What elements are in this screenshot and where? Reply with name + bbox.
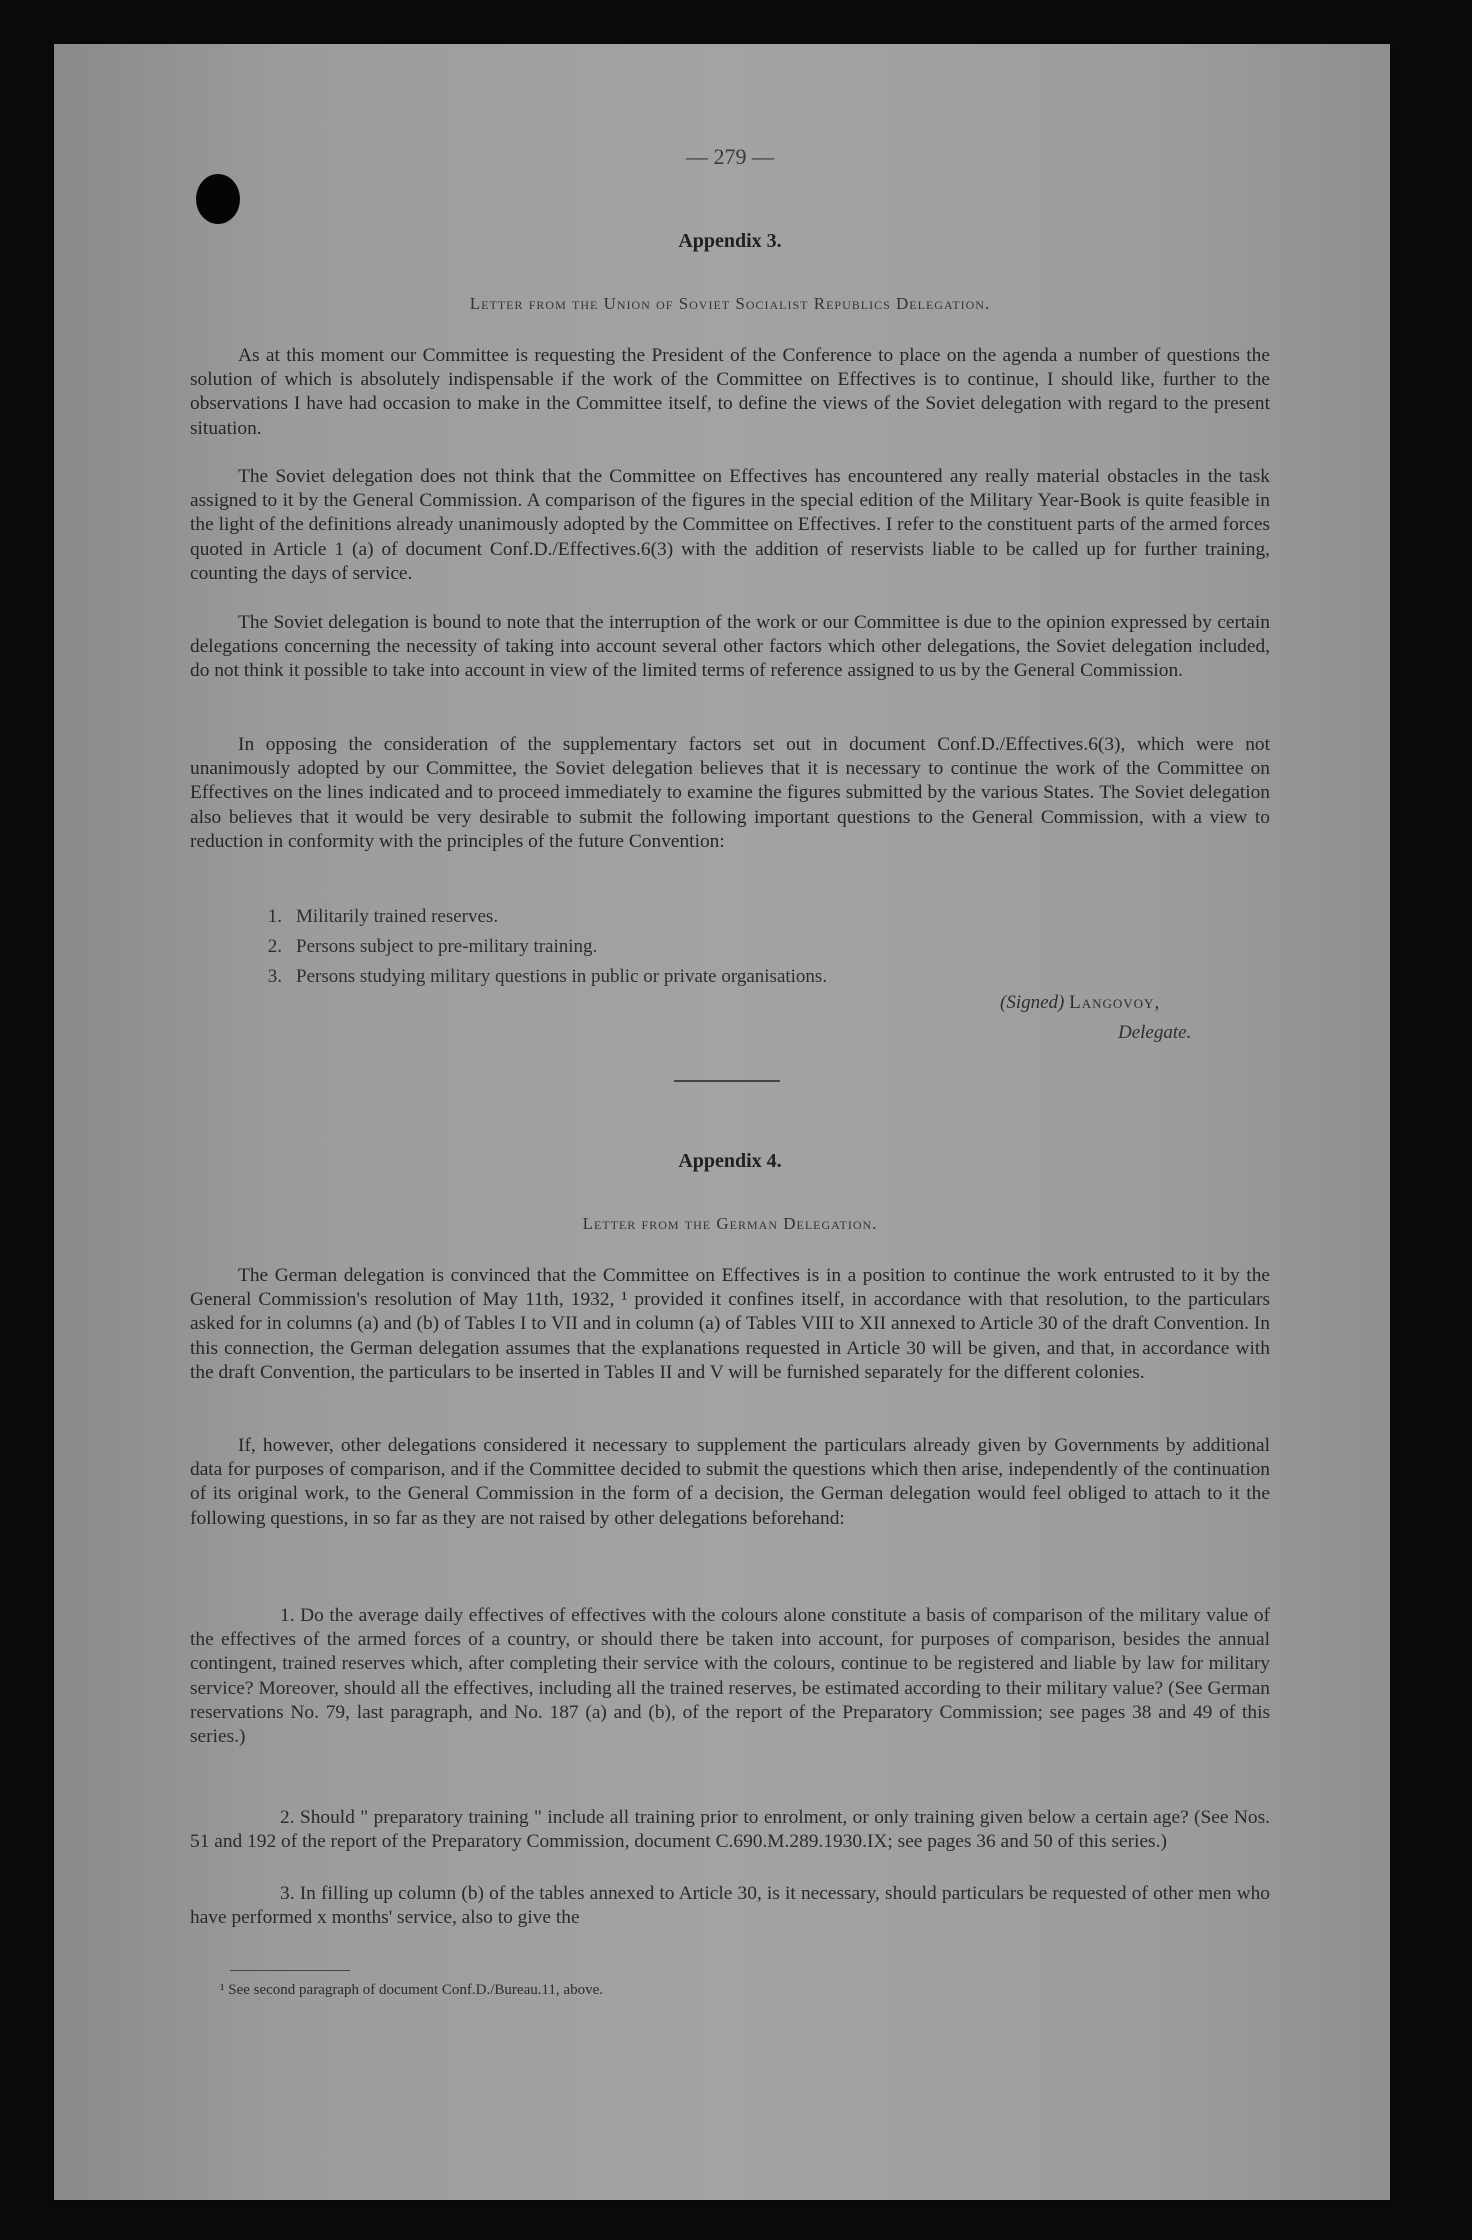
appendix-3-paragraph-1: As at this moment our Committee is requesting the President of the Conference to place on the agenda a number of questions the solution of which is absolutely indispensable if the work of the Committee on Effectives is to continue, I should like, further to the observations I have had occasion to make in the Committee itself, to define the views of the Soviet delegation with regard to the present situation. [190,345,1270,439]
appendix-4-question-1: 1. Do the average daily effectives of effectives with the colours alone constitute a basis of comparison of the military value of the effectives of the armed forces of a country, or should there be taken into account, for purposes of comparison, besides the annual contingent, trained reserves which, after completing their service with the colours, continue to be registered and liable by law for military service? Moreover, should all the effectives, including all the trained reserves, be estimated according to their military value? (See German reservations No. 79, last paragraph, and No. 187 (a) and (b), of the report of the Preparatory Commission; see pages 38 and 49 of this series.) [190,1605,1270,1748]
footnote: ¹ See second paragraph of document Conf.D./Bureau.11, above. [220,1982,603,1998]
appendix-3-paragraph-2: The Soviet delegation does not think that the Committee on Effectives has encountered any really material obstacles in the task assigned to it by the General Commission. A comparison of the figures in the special edition of the Military Year-Book is quite feasible in the light of the definitions already unanimously adopted by the Committee on Effectives. I refer to the constituent parts of the armed forces quoted in Article 1 (a) of document Conf.D./Effectives.6(3) with the addition of reservists liable to be called up for further training, counting the days of service. [190,466,1270,584]
appendix-3-question-list [190,902,1270,992]
section-divider [674,1080,780,1082]
page-number: — 279 — [686,144,774,169]
appendix-3-paragraph-3: The Soviet delegation is bound to note that the interruption of the work or our Committee is due to the opinion expressed by certain delegations concerning the necessity of taking into account several other factors which other delegations, the Soviet delegation included, do not think it possible to take into account in view of the limited terms of reference assigned to us by the General Commission. [190,612,1270,682]
list-item: 1. Militarily trained reserves. [267,906,499,927]
appendix-3-letter-title: Letter from the Union of Soviet Socialist Republics Delegation. [469,294,991,313]
signed-label: (Signed) [1000,992,1065,1013]
appendix-4-title: Appendix 4. [678,1150,782,1172]
appendix-4-question-3: 3. In filling up column (b) of the tables annexed to Article 30, is it necessary, should particulars be requested of other men who have performed x months' service, also to give the [190,1883,1270,1929]
signatory-name: Langovoy, [1069,992,1161,1013]
appendix-4-paragraph-1: The German delegation is convinced that the Committee on Effectives is in a position to continue the work entrusted to it by the General Commission's resolution of May 11th, 1932, ¹ provided it confines itself, in accordance with that resolution, to the particulars asked for in columns (a) and (b) of Tables I to VII and in column (a) of Tables VIII to XII annexed to Article 30 of the draft Convention. In this connection, the German delegation assumes that the explanations requested in Article 30 will be given, and that, in accordance with the draft Convention, the particulars to be inserted in Tables II and V will be furnished separately for the different colonies. [190,1265,1270,1383]
list-item: 2. Persons subject to pre-military training. [267,936,598,957]
appendix-3-title: Appendix 3. [678,230,782,252]
appendix-4-question-2: 2. Should " preparatory training " include all training prior to enrolment, or only training given below a certain age? (See Nos. 51 and 192 of the report of the Preparatory Commission, document C.690.M.289.1930.IX; see pages 36 and 50 of this series.) [190,1807,1270,1853]
footnote-divider [230,1970,350,1971]
appendix-4-paragraph-2: If, however, other delegations considered it necessary to supplement the particulars already given by Governments by additional data for purposes of comparison, and if the Committee decided to submit the questions which then arise, independently of the continuation of its original work, to the General Commission in the form of a decision, the German delegation would feel obliged to attach to it the following questions, in so far as they are not raised by other delegations beforehand: [190,1435,1270,1529]
signature-line [1000,992,1160,1014]
document-page [54,44,1390,2200]
signatory-role: Delegate. [1118,1022,1192,1043]
appendix-4-letter-title: Letter from the German Delegation. [582,1214,878,1233]
list-item: 3. Persons studying military questions in public or private organisations. [267,966,828,987]
appendix-3-paragraph-4: In opposing the consideration of the supplementary factors set out in document Conf.D./Effectives.6(3), which were not unanimously adopted by our Committee, the Soviet delegation believes that it is necessary to continue the work of the Committee on Effectives on the lines indicated and to proceed immediately to examine the figures submitted by the various States. The Soviet delegation also believes that it would be very desirable to submit the following important questions to the General Commission, with a view to reduction in conformity with the principles of the future Convention: [190,734,1270,852]
punch-hole [196,174,240,224]
